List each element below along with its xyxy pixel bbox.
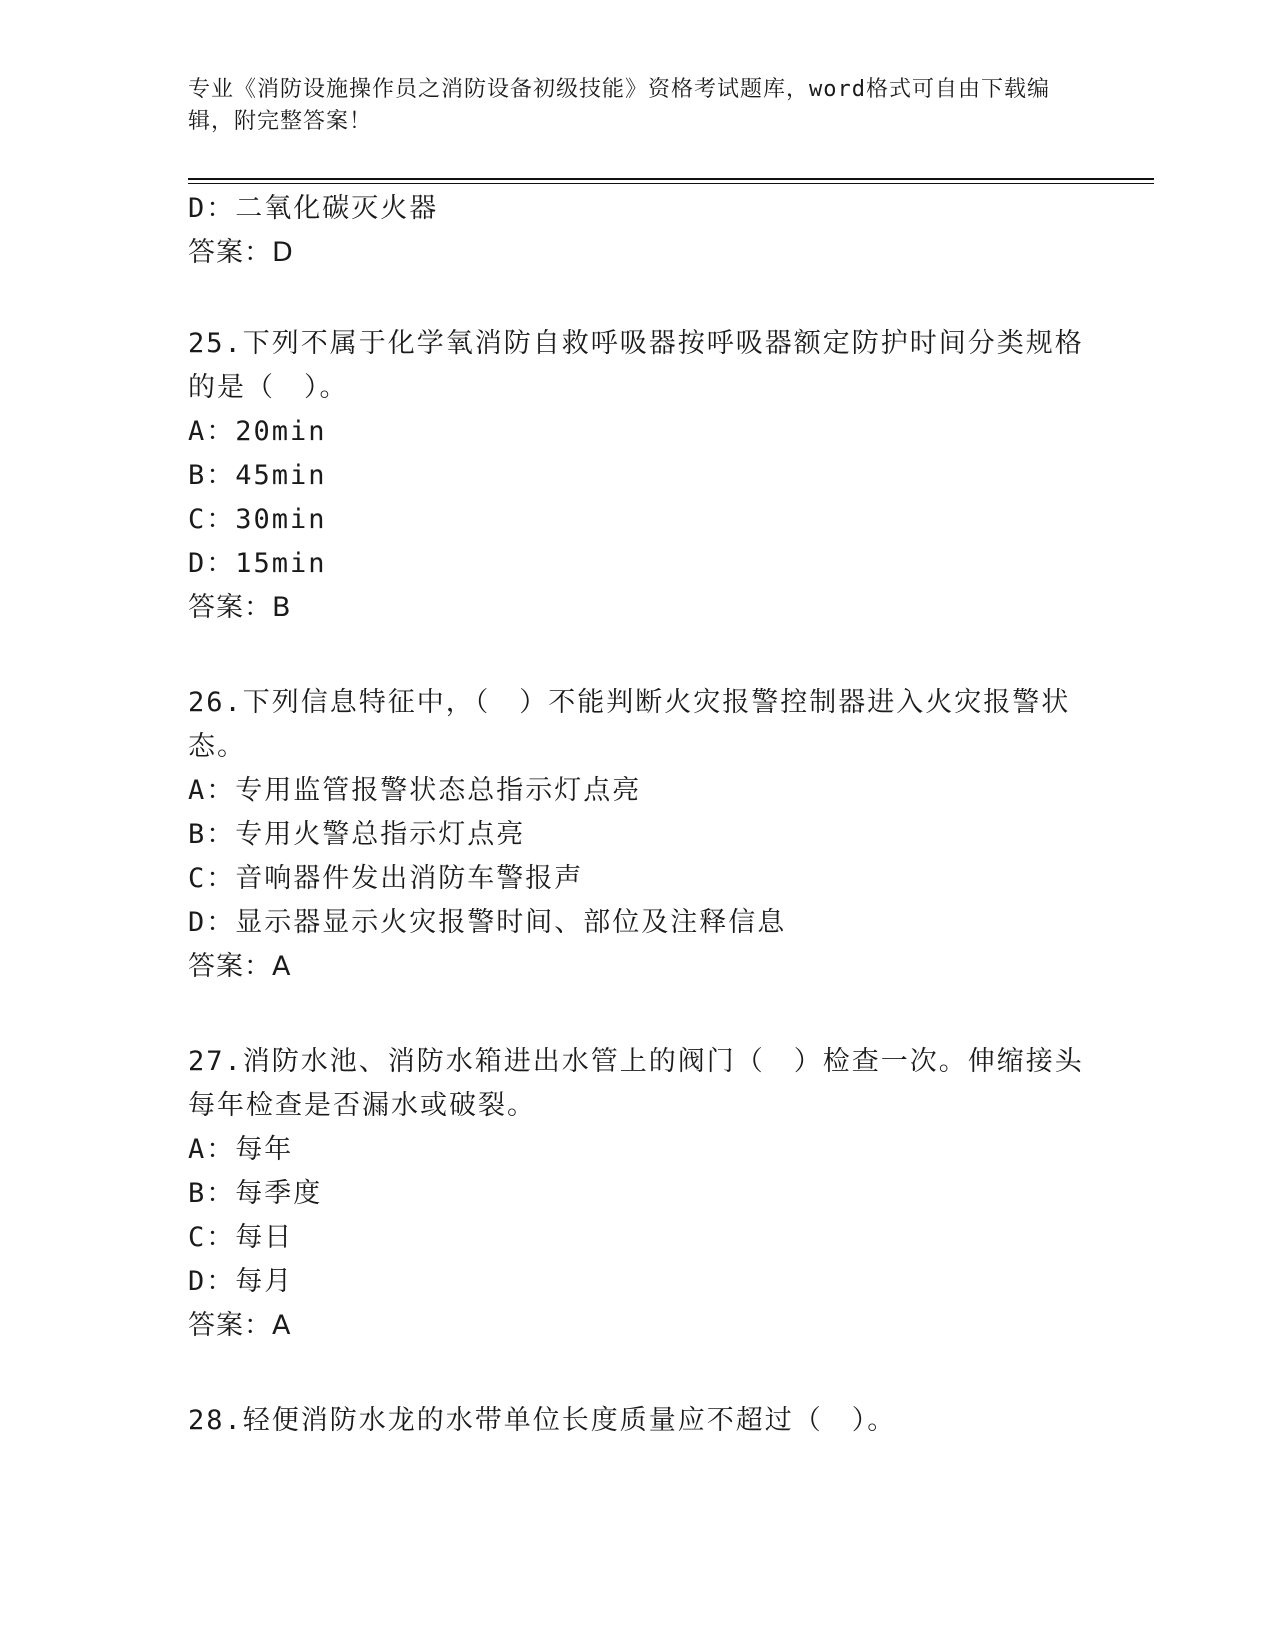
q25-stem-line2: 的是（ ）。 [188, 372, 349, 403]
q25-option-a: A：20min [188, 416, 327, 447]
q26-option-c: C：音响器件发出消防车警报声 [188, 863, 584, 894]
q25-option-b: B：45min [188, 460, 327, 491]
q26-option-d: D：显示器显示火灾报警时间、部位及注释信息 [188, 907, 787, 938]
q27-option-c: C：每日 [188, 1222, 294, 1253]
q25-answer: 答案：B [188, 592, 292, 623]
q27-answer: 答案：A [188, 1310, 292, 1341]
q26-option-a: A：专用监管报警状态总指示灯点亮 [188, 775, 642, 806]
q26-stem-line2: 态。 [188, 731, 246, 762]
q25-option-c: C：30min [188, 504, 327, 535]
q27-option-b: B：每季度 [188, 1178, 323, 1209]
header-rule-thick [188, 178, 1154, 180]
prev-option-d: D：二氧化碳灭火器 [188, 193, 439, 224]
header-rule-thin [188, 183, 1154, 184]
document-header: 专业《消防设施操作员之消防设备初级技能》资格考试题库，word格式可自由下载编辑，附完整答案！ [188, 77, 1050, 134]
q27-option-d: D：每月 [188, 1266, 294, 1297]
q27-option-a: A：每年 [188, 1134, 294, 1165]
q27-stem-line2: 每年检查是否漏水或破裂。 [188, 1090, 536, 1121]
q25-stem-line1: 25.下列不属于化学氧消防自救呼吸器按呼吸器额定防护时间分类规格 [188, 328, 1084, 359]
prev-answer: 答案：D [188, 237, 294, 268]
q26-stem-line1: 26.下列信息特征中，（ ）不能判断火灾报警控制器进入火灾报警状 [188, 687, 1071, 718]
q25-option-d: D：15min [188, 548, 327, 579]
q27-stem-line1: 27.消防水池、消防水箱进出水管上的阀门（ ）检查一次。伸缩接头 [188, 1046, 1084, 1077]
q26-option-b: B：专用火警总指示灯点亮 [188, 819, 526, 850]
q28-stem-line1: 28.轻便消防水龙的水带单位长度质量应不超过（ ）。 [188, 1405, 897, 1436]
q26-answer: 答案：A [188, 951, 292, 982]
